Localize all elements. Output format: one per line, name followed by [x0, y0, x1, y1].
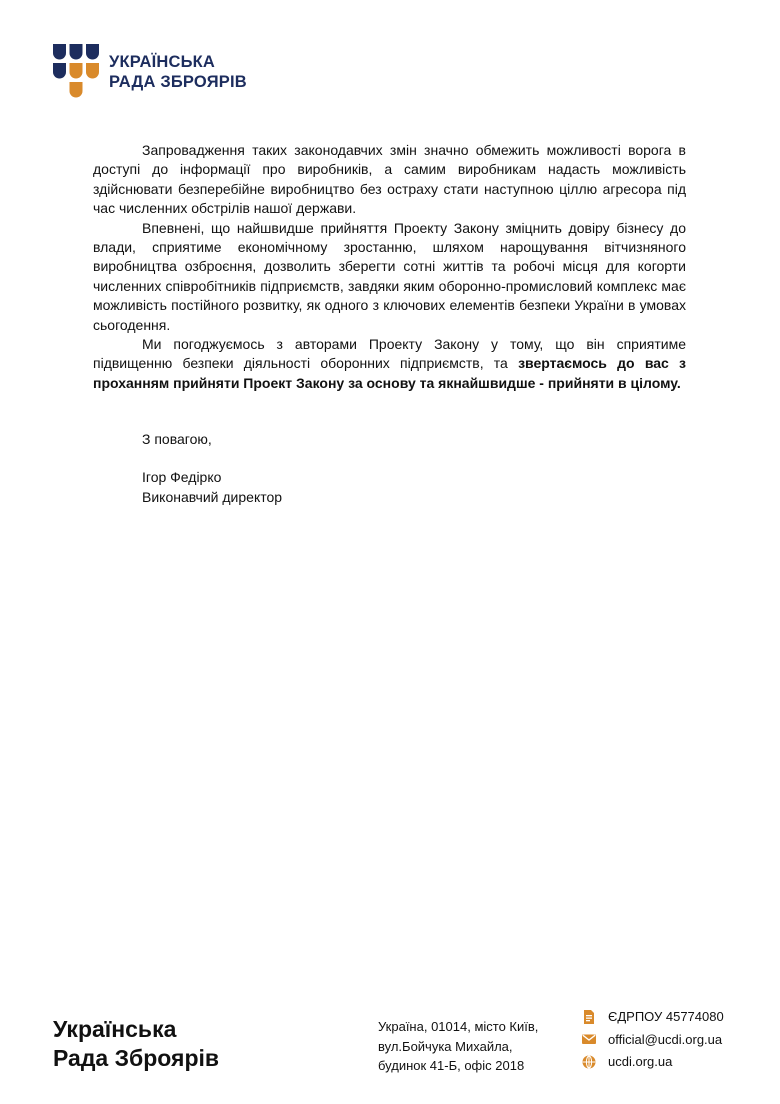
- logo-line-2: РАДА ЗБРОЯРІВ: [109, 73, 247, 91]
- signer-title: Виконавчий директор: [142, 489, 283, 505]
- paragraph-3-text: Ми погоджуємось з авторами Проекту Закону у тому, що він сприятиме підвищенню безпеки діяльності оборонних підприємств, та: [93, 336, 686, 372]
- letter-body: [93, 141, 686, 393]
- paragraph-3-emphasis: звертаємось до вас з проханням прийняти Проект Закону за основу та якнайшвидше - прийняти в цілому.: [93, 355, 686, 391]
- footer-org-line-1: Українська: [53, 1016, 177, 1042]
- footer-contacts: [582, 1006, 724, 1074]
- footer-address: [378, 1017, 538, 1076]
- footer-org-line-2: Рада Зброярів: [53, 1045, 220, 1071]
- contact-email: [582, 1029, 724, 1050]
- logo-text: [109, 52, 247, 92]
- header-logo: [53, 44, 293, 98]
- contact-website: [582, 1051, 724, 1072]
- globe-icon: [582, 1055, 596, 1069]
- website-link[interactable]: ucdi.org.ua: [608, 1054, 673, 1069]
- shields-logo-icon: [53, 44, 99, 98]
- contact-edrpou: [582, 1006, 724, 1027]
- closing-regards: [142, 429, 212, 449]
- regards-text: З повагою,: [142, 431, 212, 447]
- address-line-1: Україна, 01014, місто Київ,: [378, 1019, 539, 1034]
- paragraph-2: Впевнені, що найшвидше прийняття Проекту Закону зміцнить довіру бізнесу до влади, сприятиме економічному зростанню, шляхом нарощування вітчизняного виробництва озброєння, дозволить зберегти сотні життів та робочі місця для когорти численних співробітників підприємств, завдяки яким оборонно-промисловий комплекс має можливість постійного розвитку, як одного з ключових елементів безпеки України в умовах сьогодення.: [93, 219, 686, 333]
- footer-org-name: [53, 1015, 219, 1073]
- email-link[interactable]: official@ucdi.org.ua: [608, 1031, 723, 1047]
- logo-line-1: УКРАЇНСЬКА: [109, 53, 216, 71]
- address-line-3: будинок 41-Б, офіс 2018: [378, 1058, 525, 1073]
- address-line-2: вул.Бойчука Михайла,: [378, 1038, 513, 1054]
- edrpou-text: ЄДРПОУ 45774080: [608, 1009, 724, 1024]
- signer-name: Ігор Федірко: [142, 469, 222, 485]
- paragraph-1: Запровадження таких законодавчих змін значно обмежить можливості ворога в доступі до інформації про виробників, а самим виробникам надасть можливість здійснювати безперебійне виробництво без остраху стати наступною ціллю агресора під час численних обстрілів нашої держави.: [93, 142, 686, 217]
- signature-block: [142, 467, 282, 507]
- paragraph-3: [93, 335, 686, 393]
- mail-icon: [582, 1032, 596, 1046]
- document-icon: [582, 1010, 596, 1024]
